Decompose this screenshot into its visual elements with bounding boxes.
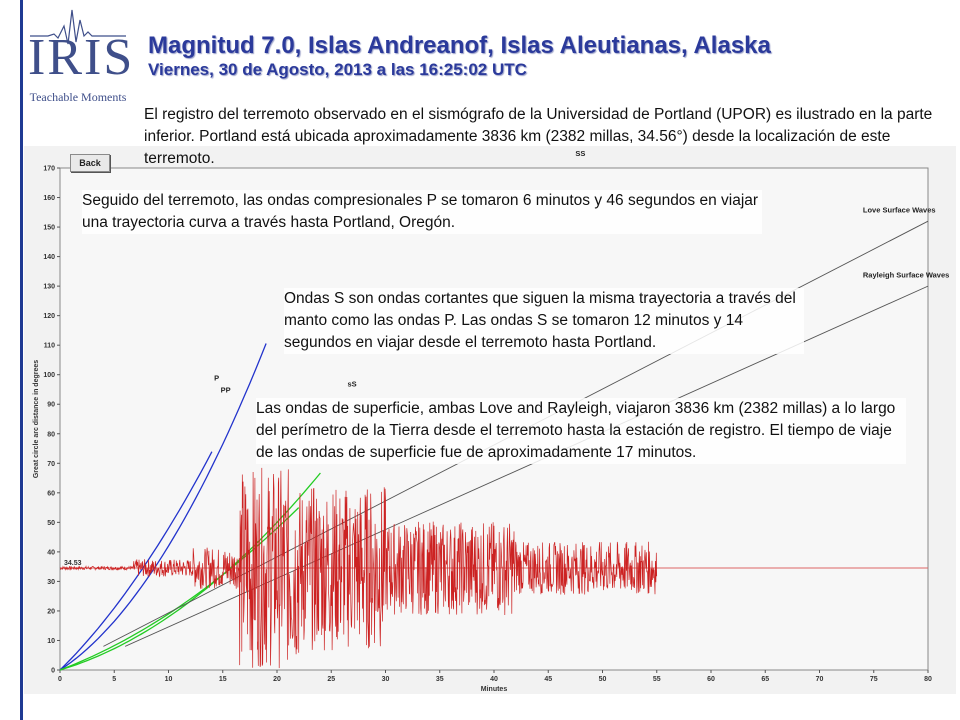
- y-tick-label: 90: [47, 401, 55, 409]
- x-tick-label: 5: [112, 676, 117, 683]
- logo-wordmark: IRIS: [28, 29, 135, 86]
- rayleigh-wave-label: Rayleigh Surface Waves: [862, 270, 950, 280]
- x-tick-label: 75: [869, 676, 878, 683]
- y-tick-label: 70: [47, 460, 55, 468]
- ss-wave-label: sS: [347, 379, 357, 389]
- page-subtitle: Viernes, 30 de Agosto, 2013 a las 16:25:02 UTC: [148, 60, 527, 79]
- ss-top-wave-label: SS: [575, 149, 586, 159]
- x-tick-label: 70: [815, 676, 824, 683]
- surface-wave-paragraph: Las ondas de superficie, ambas Love and Rayleigh, viajaron 3836 km (2382 millas) a lo largo del perímetro de la Tierra desde el terremoto hasta la estación de registro. El tiempo de viaje de las ondas de superficie fue de aproximadamente 17 minutos.: [256, 398, 906, 464]
- y-tick-label: 50: [47, 519, 55, 527]
- x-tick-label: 65: [761, 676, 770, 683]
- page-title: Magnitud 7.0, Islas Andreanof, Islas Aleutianas, Alaska: [148, 32, 771, 59]
- y-tick-label: 130: [43, 283, 55, 291]
- y-tick-label: 80: [47, 431, 55, 439]
- s-wave-paragraph: Ondas S son ondas cortantes que siguen la misma trayectoria a través del manto como las ondas P. Las ondas S se tomaron 12 minutos y 14 segundos en viajar desde el terremoto hasta Portland.: [284, 288, 804, 354]
- x-tick-label: 80: [924, 676, 932, 683]
- y-tick-label: 40: [47, 549, 55, 557]
- x-tick-label: 50: [598, 676, 607, 683]
- x-tick-label: 35: [435, 676, 444, 683]
- x-tick-label: 10: [164, 676, 173, 683]
- y-tick-label: 0: [51, 667, 55, 675]
- x-tick-label: 60: [707, 676, 715, 683]
- love-wave-label: Love Surface Waves: [862, 205, 936, 215]
- x-tick-label: 40: [490, 676, 498, 683]
- x-tick-label: 20: [273, 676, 281, 683]
- x-axis-label: Minutes: [480, 686, 508, 693]
- y-tick-label: 20: [47, 608, 55, 616]
- back-button[interactable]: Back: [70, 154, 110, 172]
- x-tick-label: 30: [381, 676, 390, 683]
- x-tick-label: 15: [218, 676, 227, 683]
- p-wave-label: P: [214, 373, 220, 383]
- left-accent-rule: [20, 0, 23, 720]
- logo-tagline: Teachable Moments: [29, 90, 127, 104]
- pp-wave-label: PP: [220, 385, 231, 395]
- y-tick-label: 60: [47, 490, 55, 498]
- x-tick-label: 25: [327, 676, 336, 683]
- y-tick-label: 10: [47, 637, 55, 645]
- y-tick-label: 170: [43, 165, 55, 173]
- x-tick-label: 55: [652, 676, 661, 683]
- iris-logo: [28, 6, 135, 118]
- y-tick-label: 160: [43, 195, 55, 203]
- p-wave-paragraph: Seguido del terremoto, las ondas compresionales P se tomaron 6 minutos y 46 segundos en viajar una trayectoria curva a través hasta Portland, Oregón.: [82, 190, 762, 234]
- station-distance-label: 34.53: [64, 560, 82, 568]
- y-axis-label: Great circle arc distance in degrees: [33, 359, 40, 479]
- y-tick-label: 150: [43, 224, 55, 232]
- x-tick-label: 0: [58, 676, 62, 683]
- y-tick-label: 140: [43, 254, 55, 262]
- x-tick-label: 45: [544, 676, 553, 683]
- y-tick-label: 120: [43, 313, 55, 321]
- y-tick-label: 110: [43, 342, 55, 350]
- intro-paragraph: El registro del terremoto observado en el sismógrafo de la Universidad de Portland (UPOR) es ilustrado en la parte inferior. Portland está ubicada aproximadamente 3836 km (2382 millas, 34.56°) desde la localización de este terremoto.: [144, 106, 933, 167]
- y-tick-label: 100: [43, 372, 55, 380]
- y-tick-label: 30: [47, 578, 55, 586]
